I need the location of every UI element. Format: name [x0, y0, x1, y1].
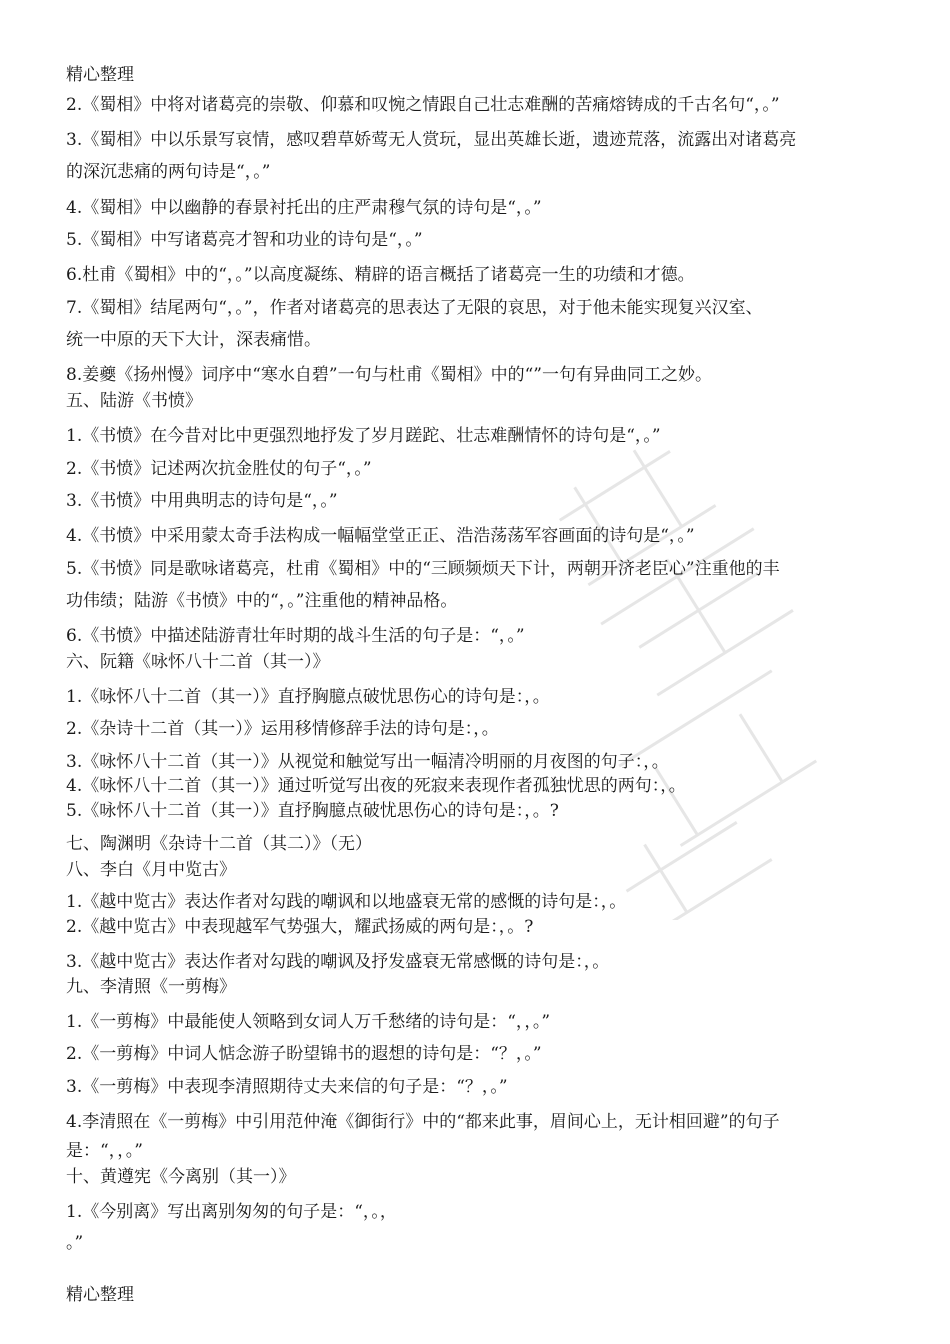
- question-line: 1.《咏怀八十二首（其一）》直抒胸臆点破忧思伤心的诗句是：，。: [66, 687, 550, 707]
- question-line: 统一中原的天下大计，深表痛惜。: [66, 330, 321, 350]
- question-line: 4.《蜀相》中以幽静的春景衬托出的庄严肃穆气氛的诗句是“，。”: [66, 198, 542, 218]
- question-line: 。”: [66, 1233, 84, 1253]
- page-footer: 精心整理: [66, 1285, 134, 1305]
- section-heading: 八、李白《月中览古》: [66, 860, 236, 880]
- question-line: 2.《越中览古》中表现越军气势强大，耀武扬威的两句是：，。?: [66, 917, 534, 937]
- page-header: 精心整理: [66, 65, 134, 85]
- question-line: 3.《越中览古》表达作者对勾践的嘲讽及抒发盛衰无常感慨的诗句是：，。: [66, 952, 610, 972]
- question-line: 2.《蜀相》中将对诸葛亮的崇敬、仰慕和叹惋之情跟自己壮志难酬的苦痛熔铸成的千古名句“，。”: [66, 95, 780, 115]
- question-line: 6.杜甫《蜀相》中的“，。”以高度凝练、精辟的语言概括了诸葛亮一生的功绩和才德。: [66, 265, 695, 285]
- section-heading: 九、李清照《一剪梅》: [66, 977, 236, 997]
- question-line: 4.李清照在《一剪梅》中引用范仲淹《御街行》中的“都来此事，眉间心上，无计相回避”的句子: [66, 1112, 780, 1132]
- question-line: 1.《一剪梅》中最能使人领略到女词人万千愁绪的诗句是：“，，。”: [66, 1012, 551, 1032]
- question-line: 2.《杂诗十二首（其一）》运用移情修辞手法的诗句是：，。: [66, 719, 499, 739]
- question-line: 功伟绩；陆游《书愤》中的“，。”注重他的精神品格。: [66, 591, 458, 611]
- section-heading: 十、黄遵宪《今离别（其一）》: [66, 1167, 296, 1187]
- question-line: 的深沉悲痛的两句诗是“，。”: [66, 162, 271, 182]
- question-line: 3.《蜀相》中以乐景写哀情，感叹碧草娇莺无人赏玩，显出英雄长逝，遗迹荒落，流露出对诸葛亮: [66, 130, 797, 150]
- section-heading: 六、阮籍《咏怀八十二首（其一）》: [66, 652, 330, 672]
- question-line: 4.《咏怀八十二首（其一）》通过听觉写出夜的死寂来表现作者孤独忧思的两句：，。: [66, 776, 686, 796]
- question-line: 3.《一剪梅》中表现李清照期待丈夫来信的句子是：“？，。”: [66, 1077, 508, 1097]
- question-line: 2.《一剪梅》中词人惦念游子盼望锦书的遐想的诗句是：“？，。”: [66, 1044, 542, 1064]
- question-line: 是：“，，。”: [66, 1141, 143, 1161]
- question-line: 8.姜夔《扬州慢》词序中“寒水自碧”一句与杜甫《蜀相》中的“”一句有异曲同工之妙。: [66, 365, 712, 385]
- question-line: 6.《书愤》中描述陆游青壮年时期的战斗生活的句子是：“，。”: [66, 626, 525, 646]
- section-heading: 七、陶渊明《杂诗十二首（其二）》（无）: [66, 834, 372, 854]
- question-line: 4.《书愤》中采用蒙太奇手法构成一幅幅堂堂正正、浩浩荡荡军容画面的诗句是“，。”: [66, 526, 695, 546]
- question-line: 2.《书愤》记述两次抗金胜仗的句子“，。”: [66, 459, 372, 479]
- question-line: 5.《蜀相》中写诸葛亮才智和功业的诗句是“，。”: [66, 230, 423, 250]
- question-line: 1.《今别离》写出离别匆匆的句子是：“，。，: [66, 1202, 397, 1222]
- question-line: 1.《越中览古》表达作者对勾践的嘲讽和以地盛衰无常的感慨的诗句是：，。: [66, 892, 627, 912]
- question-line: 3.《咏怀八十二首（其一）》从视觉和触觉写出一幅清冷明丽的月夜图的句子：，。: [66, 752, 669, 772]
- question-line: 5.《咏怀八十二首（其一）》直抒胸臆点破忧思伤心的诗句是：，。?: [66, 801, 559, 821]
- question-line: 1.《书愤》在今昔对比中更强烈地抒发了岁月蹉跎、壮志难酬情怀的诗句是“，。”: [66, 426, 661, 446]
- section-heading: 五、陆游《书愤》: [66, 391, 202, 411]
- question-line: 7.《蜀相》结尾两句“，。”，作者对诸葛亮的思表达了无限的哀思，对于他未能实现复兴汉室、: [66, 298, 763, 318]
- question-line: 5.《书愤》同是歌咏诸葛亮，杜甫《蜀相》中的“三顾频烦天下计，两朝开济老臣心”注重他的丰: [66, 559, 780, 579]
- question-line: 3.《书愤》中用典明志的诗句是“，。”: [66, 491, 338, 511]
